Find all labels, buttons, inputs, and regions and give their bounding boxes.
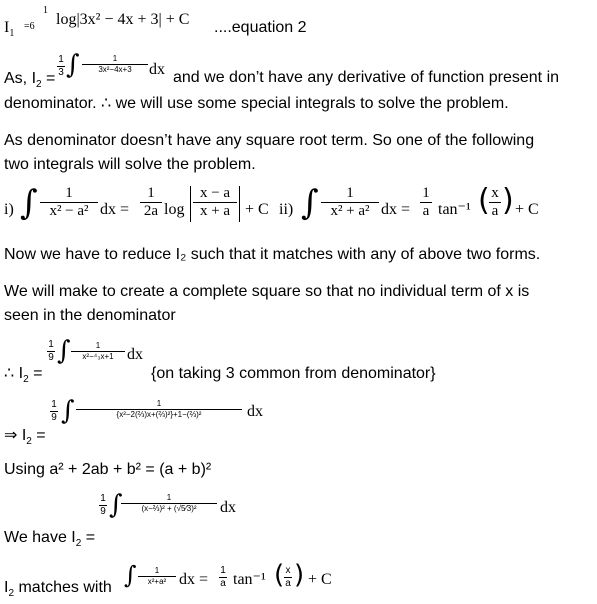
formula-i-tail: + C <box>245 201 269 218</box>
eq6-integrand: 1 x²+a² <box>138 567 176 586</box>
formula-i-dx: dx = <box>100 201 130 218</box>
i-symbol: I <box>4 19 10 36</box>
eq5-coef: 1 9 <box>100 493 106 517</box>
paragraph-3: Now we have to reduce I₂ such that it matches with any of above two forms. <box>4 246 541 263</box>
formula-ii-dx: dx = <box>381 201 411 218</box>
dx: dx <box>149 61 165 78</box>
i-subscript: 1 <box>9 28 15 40</box>
formula-ii-label: ii) <box>279 201 294 218</box>
equation-tag: ....equation 2 <box>214 19 307 36</box>
paragraph-4b: seen in the denominator <box>4 307 176 324</box>
paragraph-2a: As denominator doesn’t have any square root term. So one of the following <box>4 132 535 149</box>
eq3-note: {on taking 3 common from denominator} <box>151 365 436 382</box>
eq4-coef: 1 9 <box>51 399 57 423</box>
line-2-text: and we don’t have any derivative of function present in <box>173 69 560 86</box>
eq3-integrand: 1 x²−⁴₃x+1 <box>71 342 125 361</box>
equals-6: =6 <box>24 21 35 32</box>
coef-numerator: 1 <box>43 5 48 16</box>
paragraph-5: Using a² + 2ab + b² = (a + b)² <box>4 461 212 478</box>
paragraph-2b: two integrals will solve the problem. <box>4 156 256 173</box>
integral-sign-i: ∫ <box>20 183 38 223</box>
formula-i-label: i) <box>4 201 14 218</box>
eq4-integral: ∫ <box>61 396 75 426</box>
eq3-dx: dx <box>127 346 143 363</box>
eq6-inner: x a <box>285 565 291 589</box>
eq4-integrand: 1 {x²−2(⅔)x+(⅔)²}+1−(⅔)² <box>76 400 242 419</box>
formula-ii-inner: x a <box>489 186 501 219</box>
formula-ii-tan: tan⁻¹ <box>438 201 471 218</box>
formula-i-fraction: 1 x² − a² <box>40 186 98 219</box>
eq4-dx: dx <box>247 403 263 420</box>
paragraph-4a: We will make to create a complete square so that no individual term of x is <box>4 283 530 300</box>
integrand-fraction: 1 3x²−4x+3 <box>82 55 148 74</box>
eq5-dx: dx <box>220 499 236 516</box>
paragraph-1: denominator. ∴ we will use some special integrals to solve the problem. <box>4 95 509 112</box>
eq6-dx: dx = <box>179 571 209 588</box>
formula-i-log: log <box>164 201 185 218</box>
eq6-integral: ∫ <box>124 561 137 589</box>
coef-fraction: 1 3 <box>58 54 64 78</box>
formula-ii-fraction: 1 x² + a² <box>321 186 379 219</box>
eq3-coef: 1 9 <box>48 339 54 363</box>
eq6-tail: + C <box>308 571 332 588</box>
as-prefix: As, I <box>4 70 37 87</box>
integral-sign-ii: ∫ <box>301 183 319 223</box>
integral-sign: ∫ <box>66 50 80 80</box>
eq6-coef: 1 a <box>220 565 226 589</box>
eq5-integrand: 1 (x−⅔)² + (√5⁄3)² <box>121 494 217 513</box>
formula-i-coef: 1 2a <box>140 186 162 219</box>
eq5-integral: ∫ <box>109 490 123 520</box>
log-expression: log|3x² − 4x + 3| + C <box>56 11 190 28</box>
equals: = <box>41 70 56 87</box>
i2-sub: 2 <box>36 79 42 91</box>
eq3-integral: ∫ <box>57 336 71 366</box>
eq6-tan: tan⁻¹ <box>233 571 266 588</box>
formula-ii-tail: + C <box>515 201 539 218</box>
formula-i-inner: x − a x + a <box>193 186 237 219</box>
formula-ii-coef: 1 a <box>420 186 432 219</box>
